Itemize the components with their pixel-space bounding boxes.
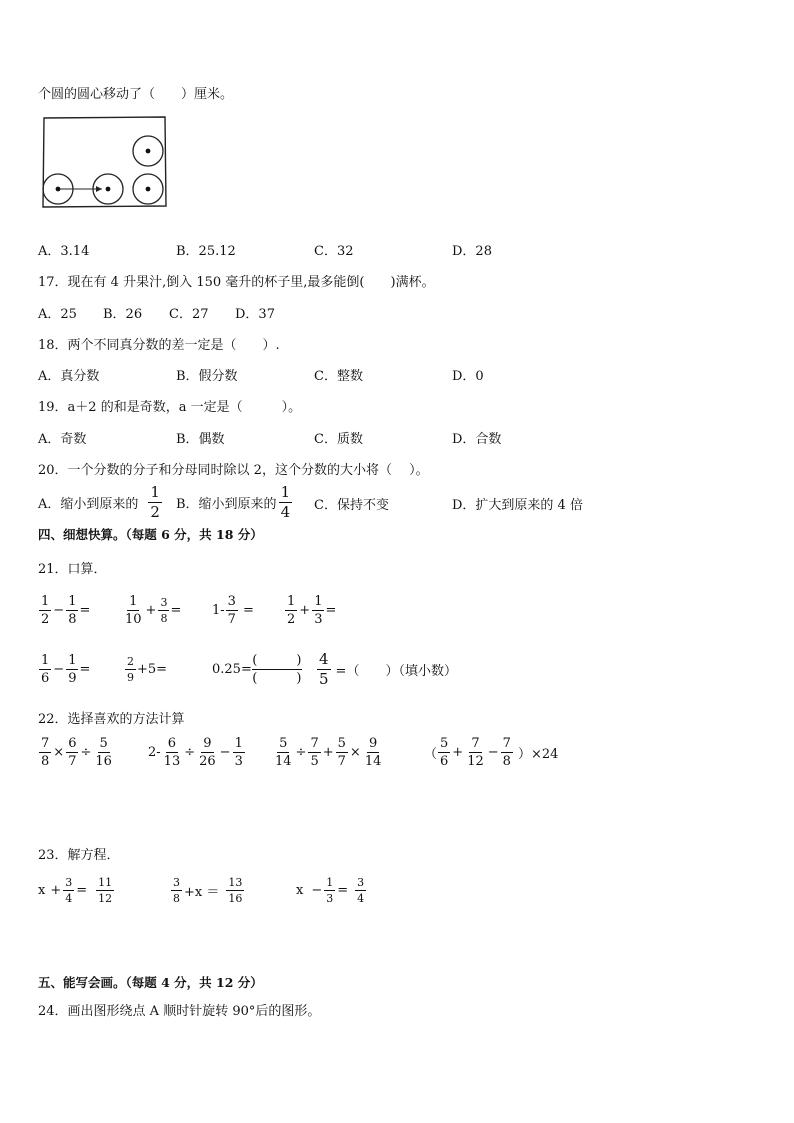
q23-equation-2: $\frac{3}{8}$ +x ＝ $\frac{13}{16}$ [173,875,243,905]
fraction: $\frac{5}{6}$ [440,735,449,769]
q21-label: 21．口算． [38,562,107,577]
fraction: $\frac{3}{8}$ [173,875,180,905]
q16-option-b: B．25.12 [176,244,236,259]
q18-option-a: A．真分数 [38,369,100,384]
section-4-title: 四、细想快算。（每题 6 分，共 18 分） [38,527,263,542]
q20-option-c: C．保持不变 [314,498,389,513]
q22-expr-4: （ $\frac{5}{6}$ + $\frac{7}{12}$ − $\frac{7}{8}$ ）×24 [424,735,559,769]
fraction: $\frac{7}{12}$ [467,735,484,769]
fraction: $\frac{13}{16}$ [228,875,243,905]
fraction: $\frac{5}{16}$ [95,735,112,769]
fraction: $\frac{1}{4}$ [280,482,291,521]
q22-expr-1: $\frac{7}{8}$ × $\frac{6}{7}$ ÷ $\frac{5}{16}$ [41,735,112,769]
q20-option-b: B．缩小到原来的 $\frac{1}{4}$ [176,482,291,521]
q19-stem: 19．a＋2 的和是奇数，a 一定是（ ）。 [38,400,302,415]
q21-expr-8: $\frac{4}{5}$ =（ ）（填小数） [319,649,457,688]
fraction: $\frac{1}{6}$ [41,652,50,686]
q22-expr-3: $\frac{5}{14}$ ÷ $\frac{7}{5}$ + $\frac{5}{7}$ × $\frac{9}{14}$ [275,735,382,769]
q22-label: 22．选择喜欢的方法计算 [38,712,185,727]
fraction: $\frac{9}{26}$ [199,735,216,769]
q22-expr-2: 2- $\frac{6}{13}$ ÷ $\frac{9}{26}$ − $\frac{1}{3}$ [148,735,243,769]
q24-stem: 24．画出图形绕点 A 顺时针旋转 90°后的图形。 [38,1004,321,1019]
fraction: $\frac{7}{8}$ [41,735,50,769]
q16-stem: 个圆的圆心移动了（ ）厘米。 [38,87,234,102]
q19-option-a: A．奇数 [38,432,87,447]
fraction: $\frac{1}{3}$ [314,593,323,627]
fraction: $\frac{4}{5}$ [319,649,329,688]
q17-option-d: D．37 [235,307,275,322]
fraction: $\frac{3}{8}$ [160,595,168,625]
q21-expr-2: $\frac{1}{10}$ + $\frac{3}{8}$ = [125,593,182,627]
q16-option-d: D．28 [452,244,492,259]
blank-fraction: $\frac{( )}{( )}$ [252,652,302,686]
fraction: $\frac{3}{7}$ [227,593,236,627]
fraction: $\frac{1}{3}$ [234,735,243,769]
fraction: $\frac{3}{4}$ [65,875,73,905]
arrow-head [96,186,102,192]
section-5-title: 五、能写会画。（每题 4 分，共 12 分） [38,975,263,990]
fraction: $\frac{6}{7}$ [68,735,77,769]
q19-option-c: C．质数 [314,432,363,447]
fraction: $\frac{2}{9}$ [127,654,134,684]
q20-option-d: D．扩大到原来的 4 倍 [452,498,583,513]
fraction: $\frac{1}{2}$ [287,593,296,627]
fraction: $\frac{9}{14}$ [364,735,382,769]
q18-option-d: D．0 [452,369,484,384]
fraction: $\frac{7}{8}$ [502,735,511,769]
fraction: $\frac{1}{2}$ [150,482,160,521]
q21-expr-1: $\frac{1}{2}$ − $\frac{1}{8}$ = [41,593,91,627]
circle-move-diagram [40,114,170,210]
q17-option-c: C．27 [169,307,209,322]
fraction: $\frac{1}{9}$ [68,652,77,686]
q19-option-b: B．偶数 [176,432,225,447]
q20-stem: 20．一个分数的分子和分母同时除以 2，这个分数的大小将（ ）。 [38,463,429,478]
fraction: $\frac{1}{3}$ [326,875,334,905]
fraction: $\frac{1}{10}$ [125,593,142,627]
q18-option-b: B．假分数 [176,369,238,384]
q17-option-b: B．26 [103,307,143,322]
q16-option-c: C．32 [314,244,354,259]
q17-stem: 17．现在有 4 升果汁,倒入 150 毫升的杯子里,最多能倒( )满杯。 [38,275,435,290]
q21-expr-5: $\frac{1}{6}$ − $\frac{1}{9}$ = [41,652,91,686]
q21-expr-4: $\frac{1}{2}$ + $\frac{1}{3}$ = [287,593,337,627]
q16-option-a: A．3.14 [38,244,90,259]
q23-equation-1: x + $\frac{3}{4}$ = $\frac{11}{12}$ [38,875,113,905]
fraction: $\frac{1}{8}$ [68,593,77,627]
q21-expr-7: 0.25= $\frac{( )}{( )}$ [212,652,302,686]
fraction: $\frac{3}{4}$ [357,875,365,905]
q20-option-a: A．缩小到原来的 $\frac{1}{2}$ [38,482,160,521]
q18-option-c: C．整数 [314,369,363,384]
q21-expr-6: $\frac{2}{9}$ +5= [127,654,168,684]
q17-option-a: A．25 [38,307,77,322]
q21-expr-3: 1- $\frac{3}{7}$ = [212,593,254,627]
fraction: $\frac{7}{5}$ [310,735,319,769]
q23-label: 23．解方程． [38,848,120,863]
fraction: $\frac{5}{14}$ [275,735,292,769]
q19-option-d: D．合数 [452,432,502,447]
q23-equation-3: x − $\frac{1}{3}$ = $\frac{3}{4}$ [296,875,365,905]
q18-stem: 18．两个不同真分数的差一定是（ ）. [38,338,280,353]
fraction: $\frac{1}{2}$ [41,593,50,627]
fraction: $\frac{11}{12}$ [98,875,113,905]
fraction: $\frac{6}{13}$ [163,735,181,769]
fraction: $\frac{5}{7}$ [337,735,346,769]
